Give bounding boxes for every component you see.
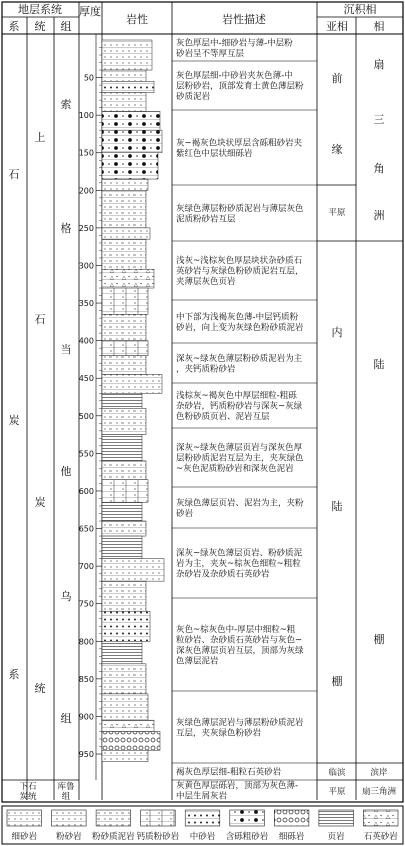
- header-facies: 沉积相: [343, 3, 377, 16]
- lithology-layer: [102, 179, 148, 190]
- legend-label: 石英砂岩: [363, 832, 398, 842]
- header-facies-col: 相: [373, 20, 385, 33]
- subfacies-nei: 内: [331, 326, 343, 339]
- header-subfacies: 亚相: [326, 20, 348, 33]
- lithology-layer: [102, 341, 148, 356]
- tick-label: 100: [78, 111, 94, 121]
- tick-label: 50: [83, 73, 94, 83]
- description-row: 褐灰色厚层细-粗粒石英砂岩: [176, 767, 282, 778]
- legend-swatch: [274, 810, 309, 826]
- group-char-1: 索: [60, 98, 72, 111]
- lithology-layer: [102, 664, 146, 694]
- lithology-layer: [102, 435, 142, 461]
- description-row: 深灰~绿灰色薄层页岩、粉砂质泥岩为主，夹灰~棕灰色细粒~粗粒杂砂岩及杂砂质石英砂岩: [176, 548, 303, 580]
- legend-swatch: [52, 810, 87, 826]
- tick-label: 550: [78, 449, 94, 459]
- legend-swatch: [141, 810, 176, 826]
- lithology-layer: [102, 502, 142, 521]
- tick-label: 400: [78, 336, 94, 346]
- tick-label: 250: [78, 223, 94, 233]
- tick-label: 350: [78, 299, 94, 309]
- legend-label: 粉砂质泥岩: [92, 832, 135, 842]
- group-char-6: 组: [60, 712, 72, 725]
- facies-fan-1: 扇: [373, 58, 385, 71]
- legend-label: 中砂岩: [189, 832, 216, 842]
- series-char-4: 统: [34, 682, 46, 695]
- description-row: 灰绿色薄层粉砂质泥岩与薄层灰色泥质粉砂岩互层: [176, 203, 304, 225]
- subfacies-peng: 棚: [331, 675, 343, 688]
- legend-swatch: [363, 810, 398, 826]
- series-char-2: 石: [34, 313, 46, 326]
- tick-label: 900: [78, 712, 94, 722]
- lithology-layer: [102, 288, 148, 314]
- facies-fan-2: 三: [373, 113, 385, 126]
- description-row: 浅灰~浅棕灰色厚层块状杂砂质石英砂岩与灰绿色粉砂质泥岩互层，夹薄层灰色页岩: [176, 256, 304, 287]
- description-column: [172, 37, 317, 801]
- facies-peng: 棚: [373, 633, 385, 646]
- legend-label: 细砂岩: [11, 832, 38, 842]
- legend-label: 细砾岩: [278, 832, 305, 842]
- header-thickness: 厚度: [79, 5, 101, 18]
- lithology-layer: [102, 461, 146, 480]
- description-row: 灰色~棕灰色中-厚层中细粒~粗粒砂岩、杂砂质石英砂岩与灰色~深灰色薄层页岩互层，顶部为灰绿色薄层泥岩: [176, 624, 304, 667]
- system-char-3: 系: [8, 668, 20, 681]
- system-char-2: 炭: [8, 414, 20, 427]
- subfacies-qian: 前: [331, 72, 343, 85]
- legend-swatch: [230, 810, 265, 826]
- bottom-series-label: 下石炭统: [19, 782, 37, 802]
- lithology-layer: [102, 559, 164, 582]
- group-char-2: 格: [60, 222, 72, 235]
- lithology-layer: [102, 153, 158, 179]
- tick-label: 700: [78, 562, 94, 572]
- lithology-layer: [102, 93, 146, 112]
- lithology-layer: [102, 374, 162, 393]
- group-char-3: 当: [60, 343, 72, 356]
- tick-label: 850: [78, 674, 94, 684]
- facies-binan: 滨岸: [370, 768, 388, 778]
- bottom-group-label: 库鲁组: [57, 782, 75, 802]
- subfacies-pingyuan: 平原: [328, 208, 346, 218]
- description-row: 中下部为浅褐灰色薄-中层钙质粉砂岩，向上变为灰绿色粉砂质泥岩: [176, 312, 304, 333]
- description-row: 浅棕灰~褐灰色中厚层细粒-粗砾杂砂岩，钙质粉砂岩与深灰~灰绿色粉砂质页岩、泥岩互层: [176, 391, 303, 422]
- tick-label: 600: [78, 486, 94, 496]
- subfacies-lu: 陆: [331, 500, 343, 513]
- header-group: 组: [60, 20, 72, 33]
- facies-fan-3: 角: [373, 162, 385, 175]
- lithology-layer: [102, 190, 146, 228]
- tick-label: 650: [78, 524, 94, 534]
- system-char-1: 石: [8, 168, 20, 181]
- tick-label: 450: [78, 374, 94, 384]
- lithology-layer: [102, 641, 142, 664]
- legend-label: 钙质粉砂岩: [136, 832, 180, 842]
- lithology-layer: [102, 40, 152, 70]
- header-system: 系: [8, 20, 20, 33]
- header-stratigraphy: 地层系统: [18, 3, 62, 16]
- lithology-layer: [102, 521, 146, 536]
- group-char-5: 乌: [60, 590, 72, 603]
- tick-label: 800: [78, 637, 94, 647]
- tick-label: 750: [78, 599, 94, 609]
- tick-label: 500: [78, 411, 94, 421]
- lithology-layer: [102, 111, 160, 130]
- header-description: 岩性描述: [222, 13, 266, 26]
- tick-label: 300: [78, 261, 94, 271]
- description-row: 深灰~绿灰色薄层粉砂质泥岩为主，夹钙质粉砂岩: [176, 353, 303, 375]
- facies-fan-delta: 扇三角洲: [361, 787, 397, 797]
- lithology-layer: [102, 81, 154, 92]
- subfacies-linbin: 临滨: [328, 768, 346, 778]
- legend: [7, 810, 398, 842]
- header-series: 统: [34, 20, 46, 33]
- lithology-column: [102, 40, 164, 762]
- legend-label: 粉砂岩: [56, 832, 82, 842]
- legend-swatch: [185, 810, 220, 826]
- description-row: 灰绿色薄层页岩、泥岩为主，夹粉砂岩: [176, 498, 304, 519]
- description-row: 深灰~绿灰色薄层页岩与深灰色厚层粉砂质泥岩互层为主，夹灰绿色~灰色泥质粉砂岩和深灰色泥岩: [176, 443, 304, 474]
- legend-swatch: [7, 810, 42, 826]
- lithology-layer: [102, 611, 150, 641]
- tick-label: 150: [78, 148, 94, 158]
- lithology-layer: [102, 694, 148, 720]
- lithology-layer: [102, 731, 160, 750]
- legend-label: 页岩: [327, 832, 345, 842]
- lithology-layer: [102, 228, 150, 239]
- legend-swatch: [96, 810, 131, 826]
- facies-fan-4: 洲: [373, 209, 385, 222]
- lithology-layer: [102, 393, 142, 408]
- facies-lu: 陆: [373, 358, 385, 371]
- lithology-layer: [102, 408, 146, 434]
- legend-swatch: [319, 810, 354, 826]
- description-row: 灰色厚层中-细砂岩与薄-中层粉砂岩呈不等厚互层: [176, 38, 293, 59]
- header-lithology: 岩性: [126, 13, 148, 26]
- lithology-layer: [102, 536, 142, 559]
- description-row: 灰~褐灰色块状厚层含砾粗砂岩夹紫红色中层状细砾岩: [176, 138, 303, 159]
- tick-label: 200: [78, 186, 94, 196]
- group-char-4: 他: [60, 465, 72, 478]
- lithology-layer: [102, 720, 154, 731]
- lithology-layer: [102, 356, 146, 375]
- lithology-layer: [102, 581, 146, 611]
- legend-label: 含砾粗砂岩: [225, 832, 269, 842]
- description-row: 灰色厚层细-中砂岩夹灰色薄-中层粉砂岩，顶部发育土黄色薄层粉砂质泥岩: [176, 71, 304, 102]
- thickness-axis: [79, 34, 102, 780]
- lithology-layer: [102, 130, 162, 153]
- series-char-1: 上: [34, 131, 46, 144]
- subfacies-pingyuan-bottom: 平原: [328, 787, 346, 797]
- lithology-layer: [102, 239, 146, 269]
- lithology-layer: [102, 314, 146, 340]
- lithology-layer: [102, 480, 148, 503]
- lithology-layer: [102, 70, 146, 81]
- lithology-layer: [102, 750, 148, 761]
- series-char-3: 炭: [34, 496, 46, 509]
- tick-label: 950: [78, 750, 94, 760]
- description-row: 灰绿色薄层泥岩与薄层粉砂质泥岩互层，夹灰绿色粉砂岩: [176, 717, 304, 739]
- description-row: 灰黄色厚层砾岩，顶部为灰色薄-中层生屑灰岩: [176, 780, 299, 802]
- subfacies-yuan: 缘: [331, 143, 343, 156]
- lithology-layer: [102, 269, 154, 288]
